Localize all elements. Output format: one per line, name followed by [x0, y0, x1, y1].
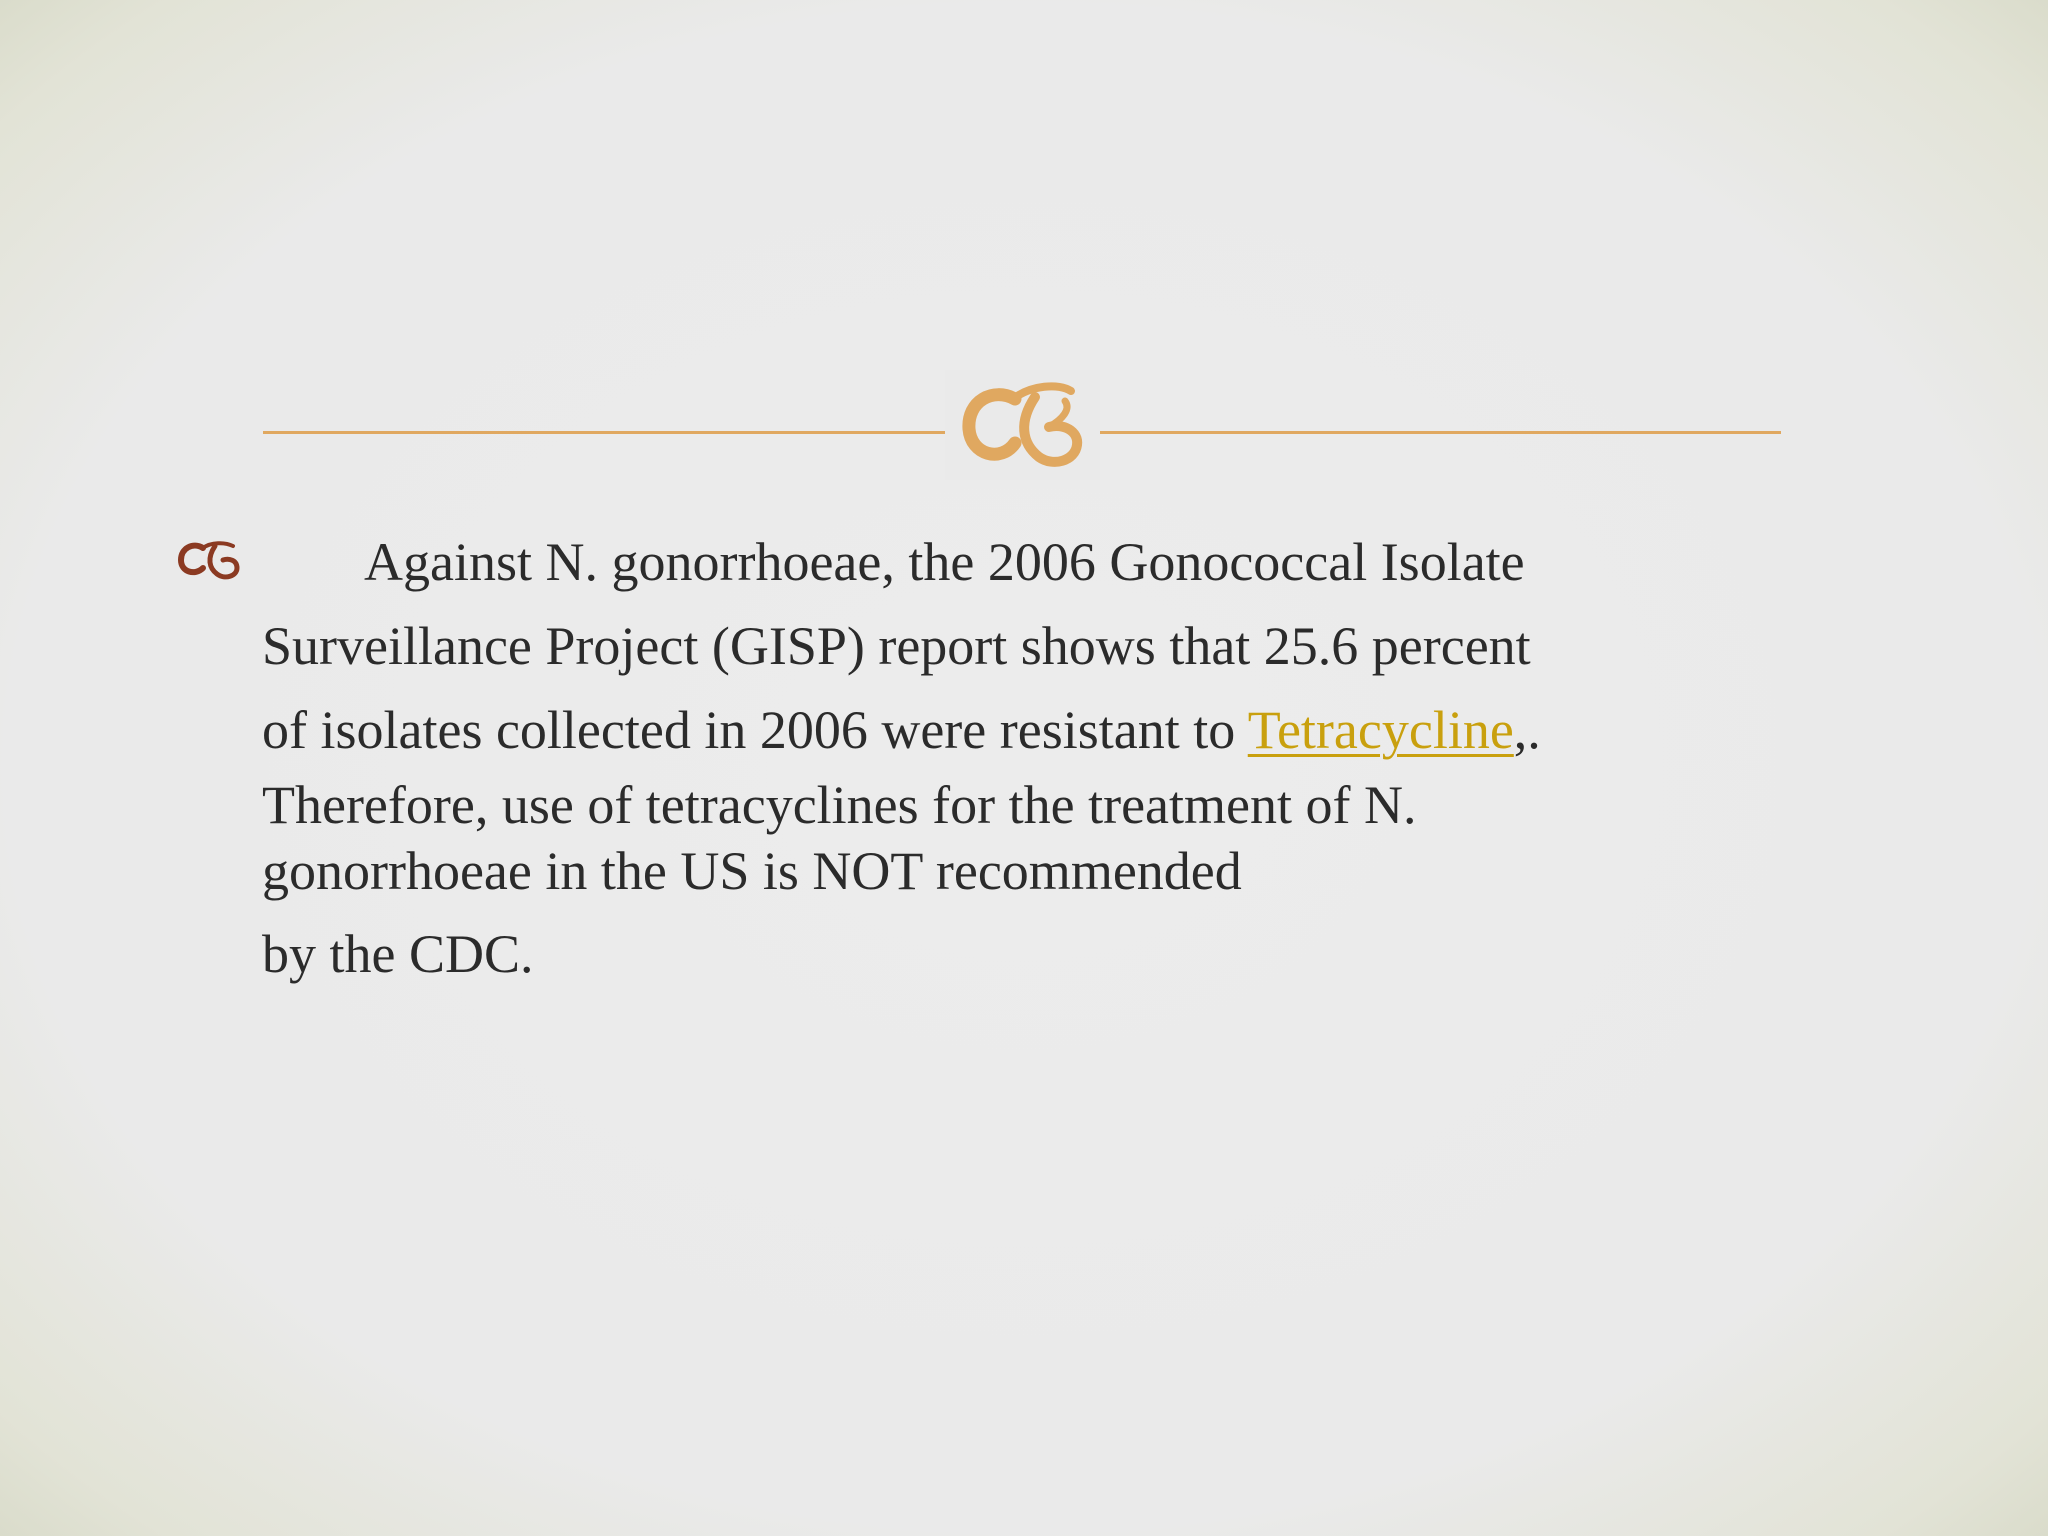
paragraph-line-3: [262, 688, 1782, 772]
paragraph-line-6: by the CDC.: [262, 924, 534, 984]
paragraph-line-4: Therefore, use of tetracyclines for the treatment of N.: [262, 775, 1417, 835]
paragraph-line-3-suffix: ,.: [1513, 700, 1541, 760]
fleuron-ornament-icon: [945, 370, 1100, 480]
paragraph-line-1: Against N. gonorrhoeae, the 2006 Gonococcal Isolate: [364, 532, 1525, 592]
tetracycline-link[interactable]: Tetracycline: [1247, 700, 1514, 760]
fleuron-bullet-icon: [175, 538, 245, 582]
bullet-paragraph: [262, 520, 1782, 1004]
paragraph-line-3-text: of isolates collected in 2006 were resistant to: [262, 700, 1248, 760]
paragraph-line-5: gonorrhoeae in the US is NOT recommended: [262, 841, 1242, 901]
paragraph-line-2: Surveillance Project (GISP) report shows that 25.6 percent: [262, 616, 1531, 676]
